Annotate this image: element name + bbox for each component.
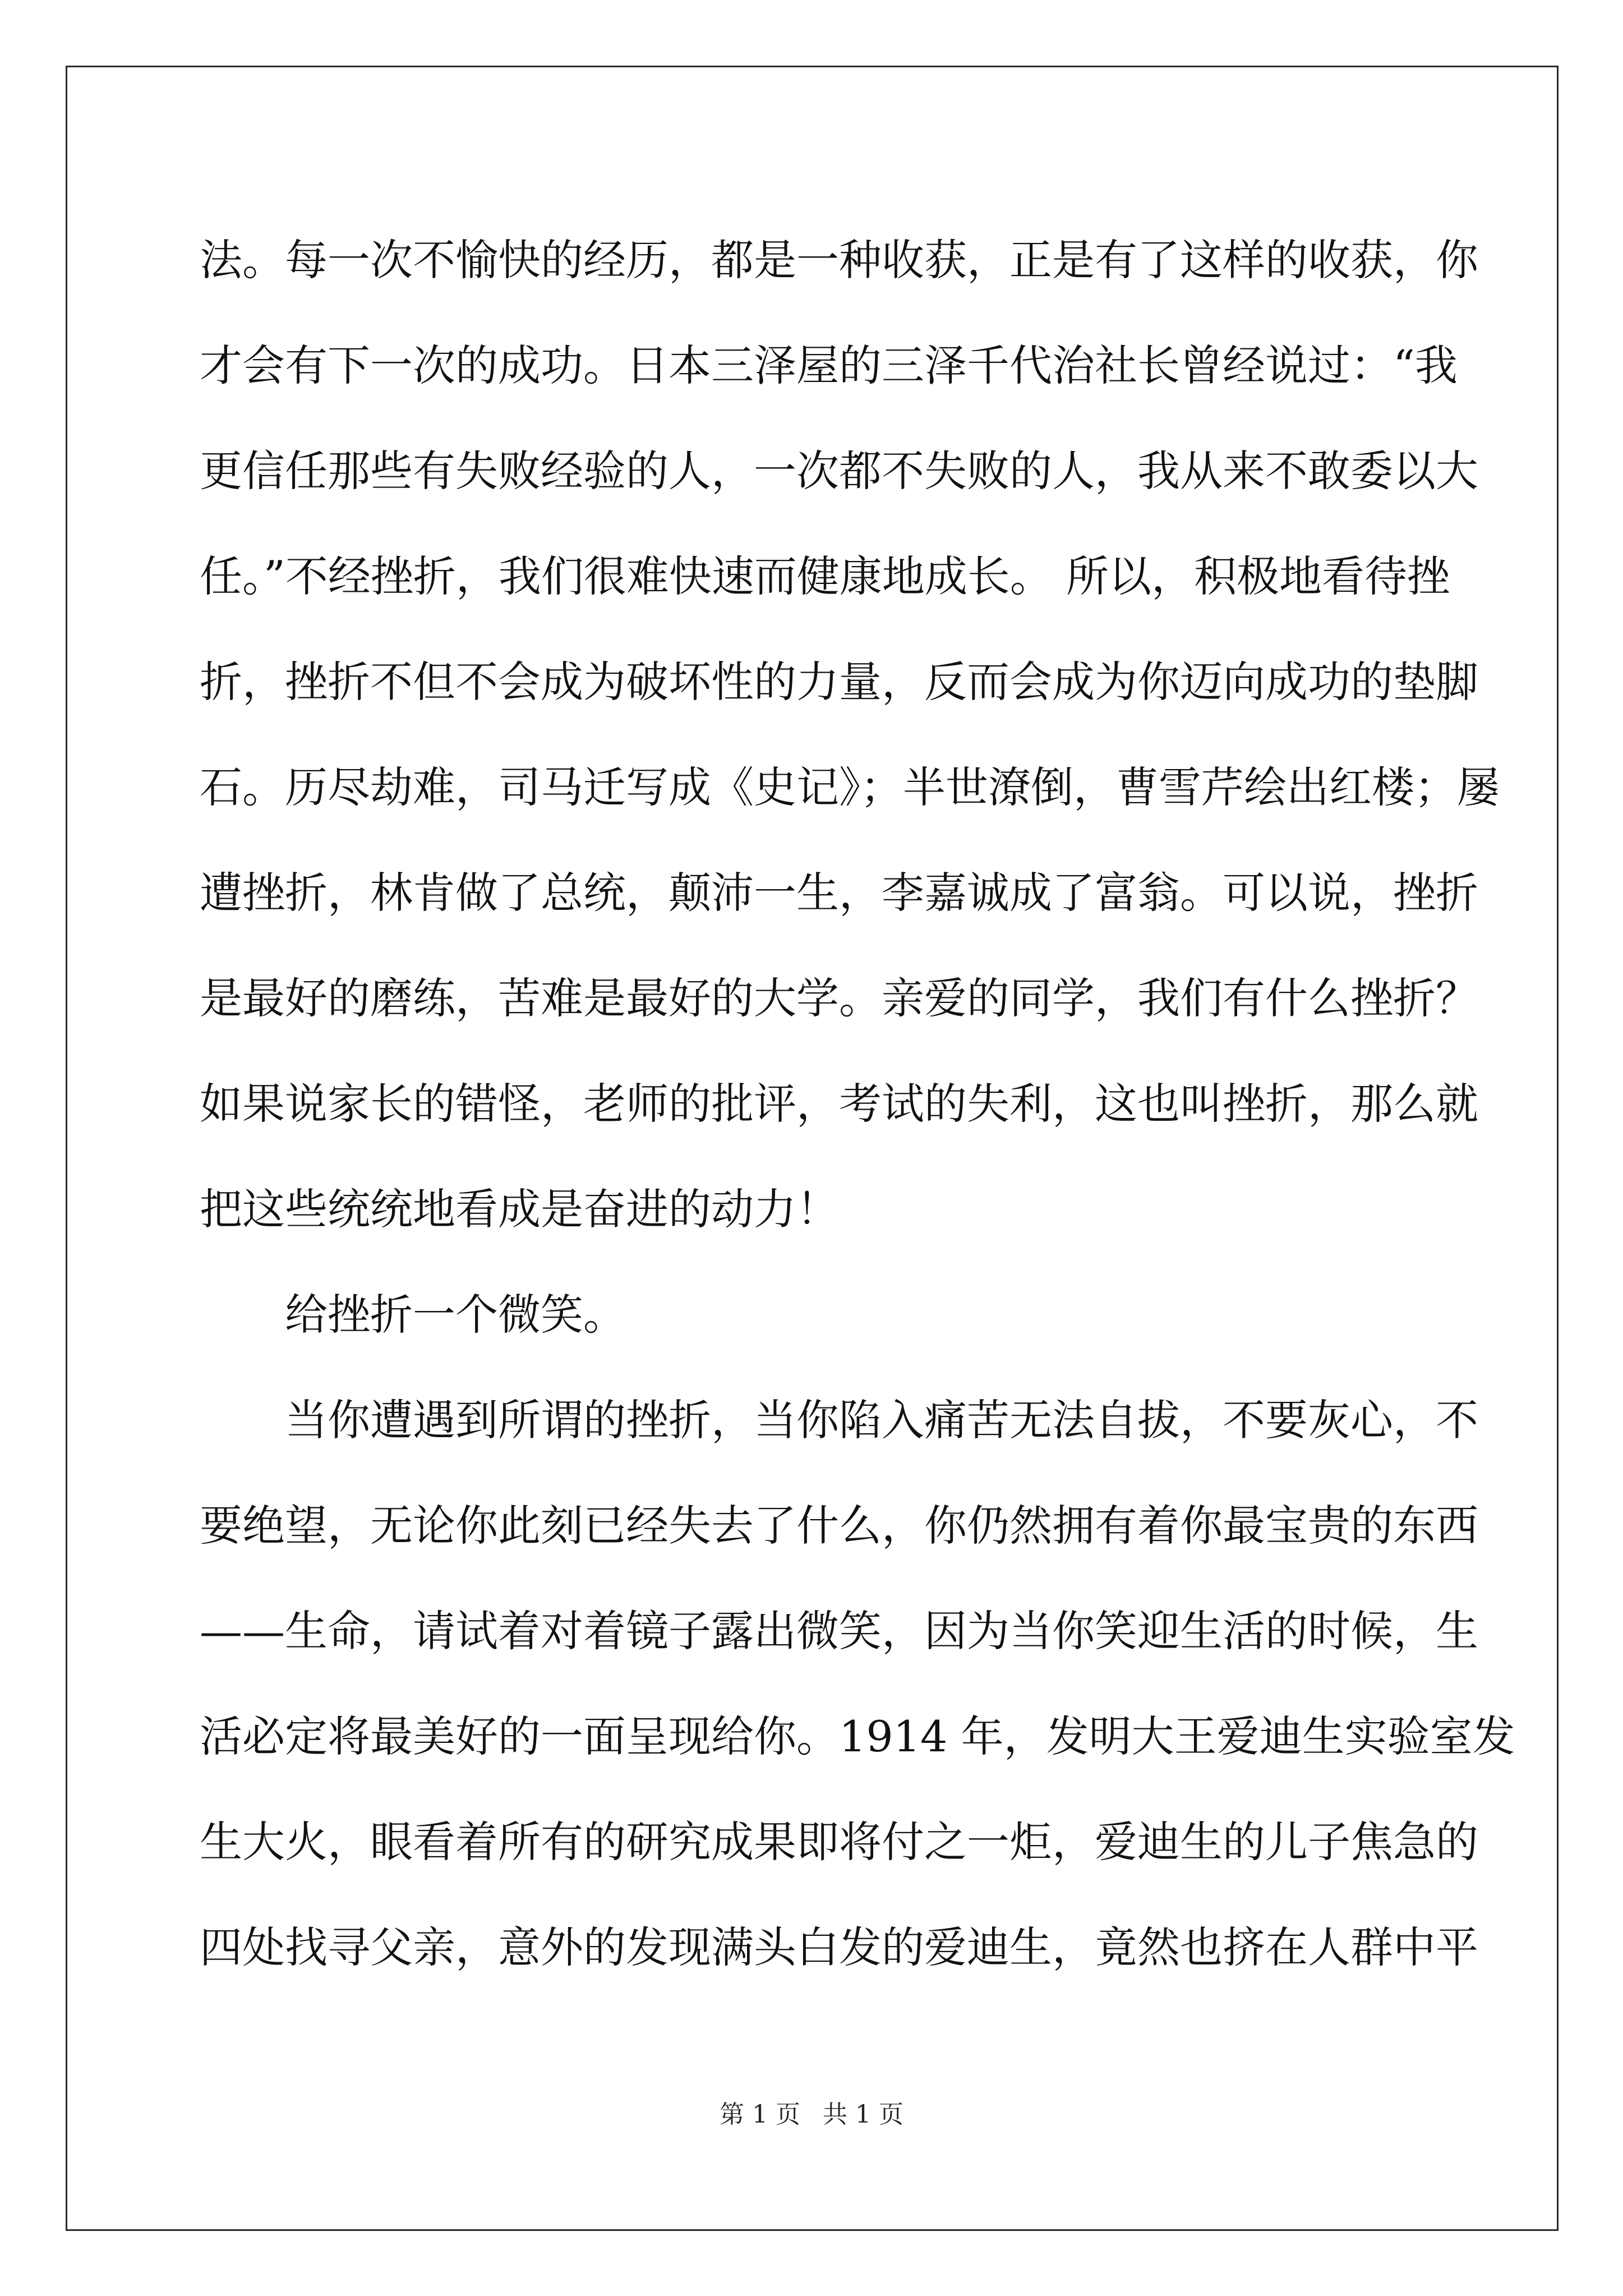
text-line: 折，挫折不但不会成为破坏性的力量，反而会成为你迈向成功的垫脚	[200, 657, 1478, 707]
text-line: 生大火，眼看着所有的研究成果即将付之一炬，爱迪生的儿子焦急的	[200, 1817, 1478, 1867]
page-footer	[0, 2098, 1623, 2132]
text-line: 更信任那些有失败经验的人，一次都不失败的人，我从来不敢委以大	[200, 446, 1478, 496]
text-line: 把这些统统地看成是奋进的动力！	[200, 1184, 839, 1234]
text-line: 活必定将最美好的一面呈现给你。1914 年，发明大王爱迪生实验室发	[200, 1711, 1515, 1761]
text-line: ——生命，请试着对着镜子露出微笑，因为当你笑迎生活的时候，生	[200, 1606, 1478, 1656]
text-line: 任。”不经挫折，我们很难快速而健康地成长。 所以，积极地看待挫	[200, 551, 1450, 601]
text-line: 当你遭遇到所谓的挫折，当你陷入痛苦无法自拔，不要灰心，不	[285, 1395, 1478, 1445]
text-line: 石。历尽劫难，司马迁写成《史记》；半世潦倒，曹雪芹绘出红楼；屡	[200, 762, 1500, 812]
text-line: 遭挫折，林肯做了总统，颠沛一生，李嘉诚成了富翁。可以说，挫折	[200, 868, 1478, 918]
page-number: 第 1 页	[720, 2100, 800, 2129]
text-line: 四处找寻父亲，意外的发现满头白发的爱迪生，竟然也挤在人群中平	[200, 1922, 1478, 1972]
text-line: 才会有下一次的成功。日本三泽屋的三泽千代治社长曾经说过：“我	[200, 341, 1458, 390]
paragraph-heading-line: 给挫折一个微笑。	[285, 1290, 626, 1340]
text-line: 法。每一次不愉快的经历，都是一种收获，正是有了这样的收获，你	[200, 235, 1478, 285]
total-pages: 共 1 页	[823, 2100, 903, 2129]
text-line: 要绝望，无论你此刻已经失去了什么，你仍然拥有着你最宝贵的东西	[200, 1501, 1478, 1550]
text-line: 是最好的磨练，苦难是最好的大学。亲爱的同学，我们有什么挫折？	[200, 973, 1478, 1023]
document-body	[200, 208, 1515, 2000]
text-line: 如果说家长的错怪，老师的批评，考试的失利，这也叫挫折，那么就	[200, 1079, 1478, 1129]
